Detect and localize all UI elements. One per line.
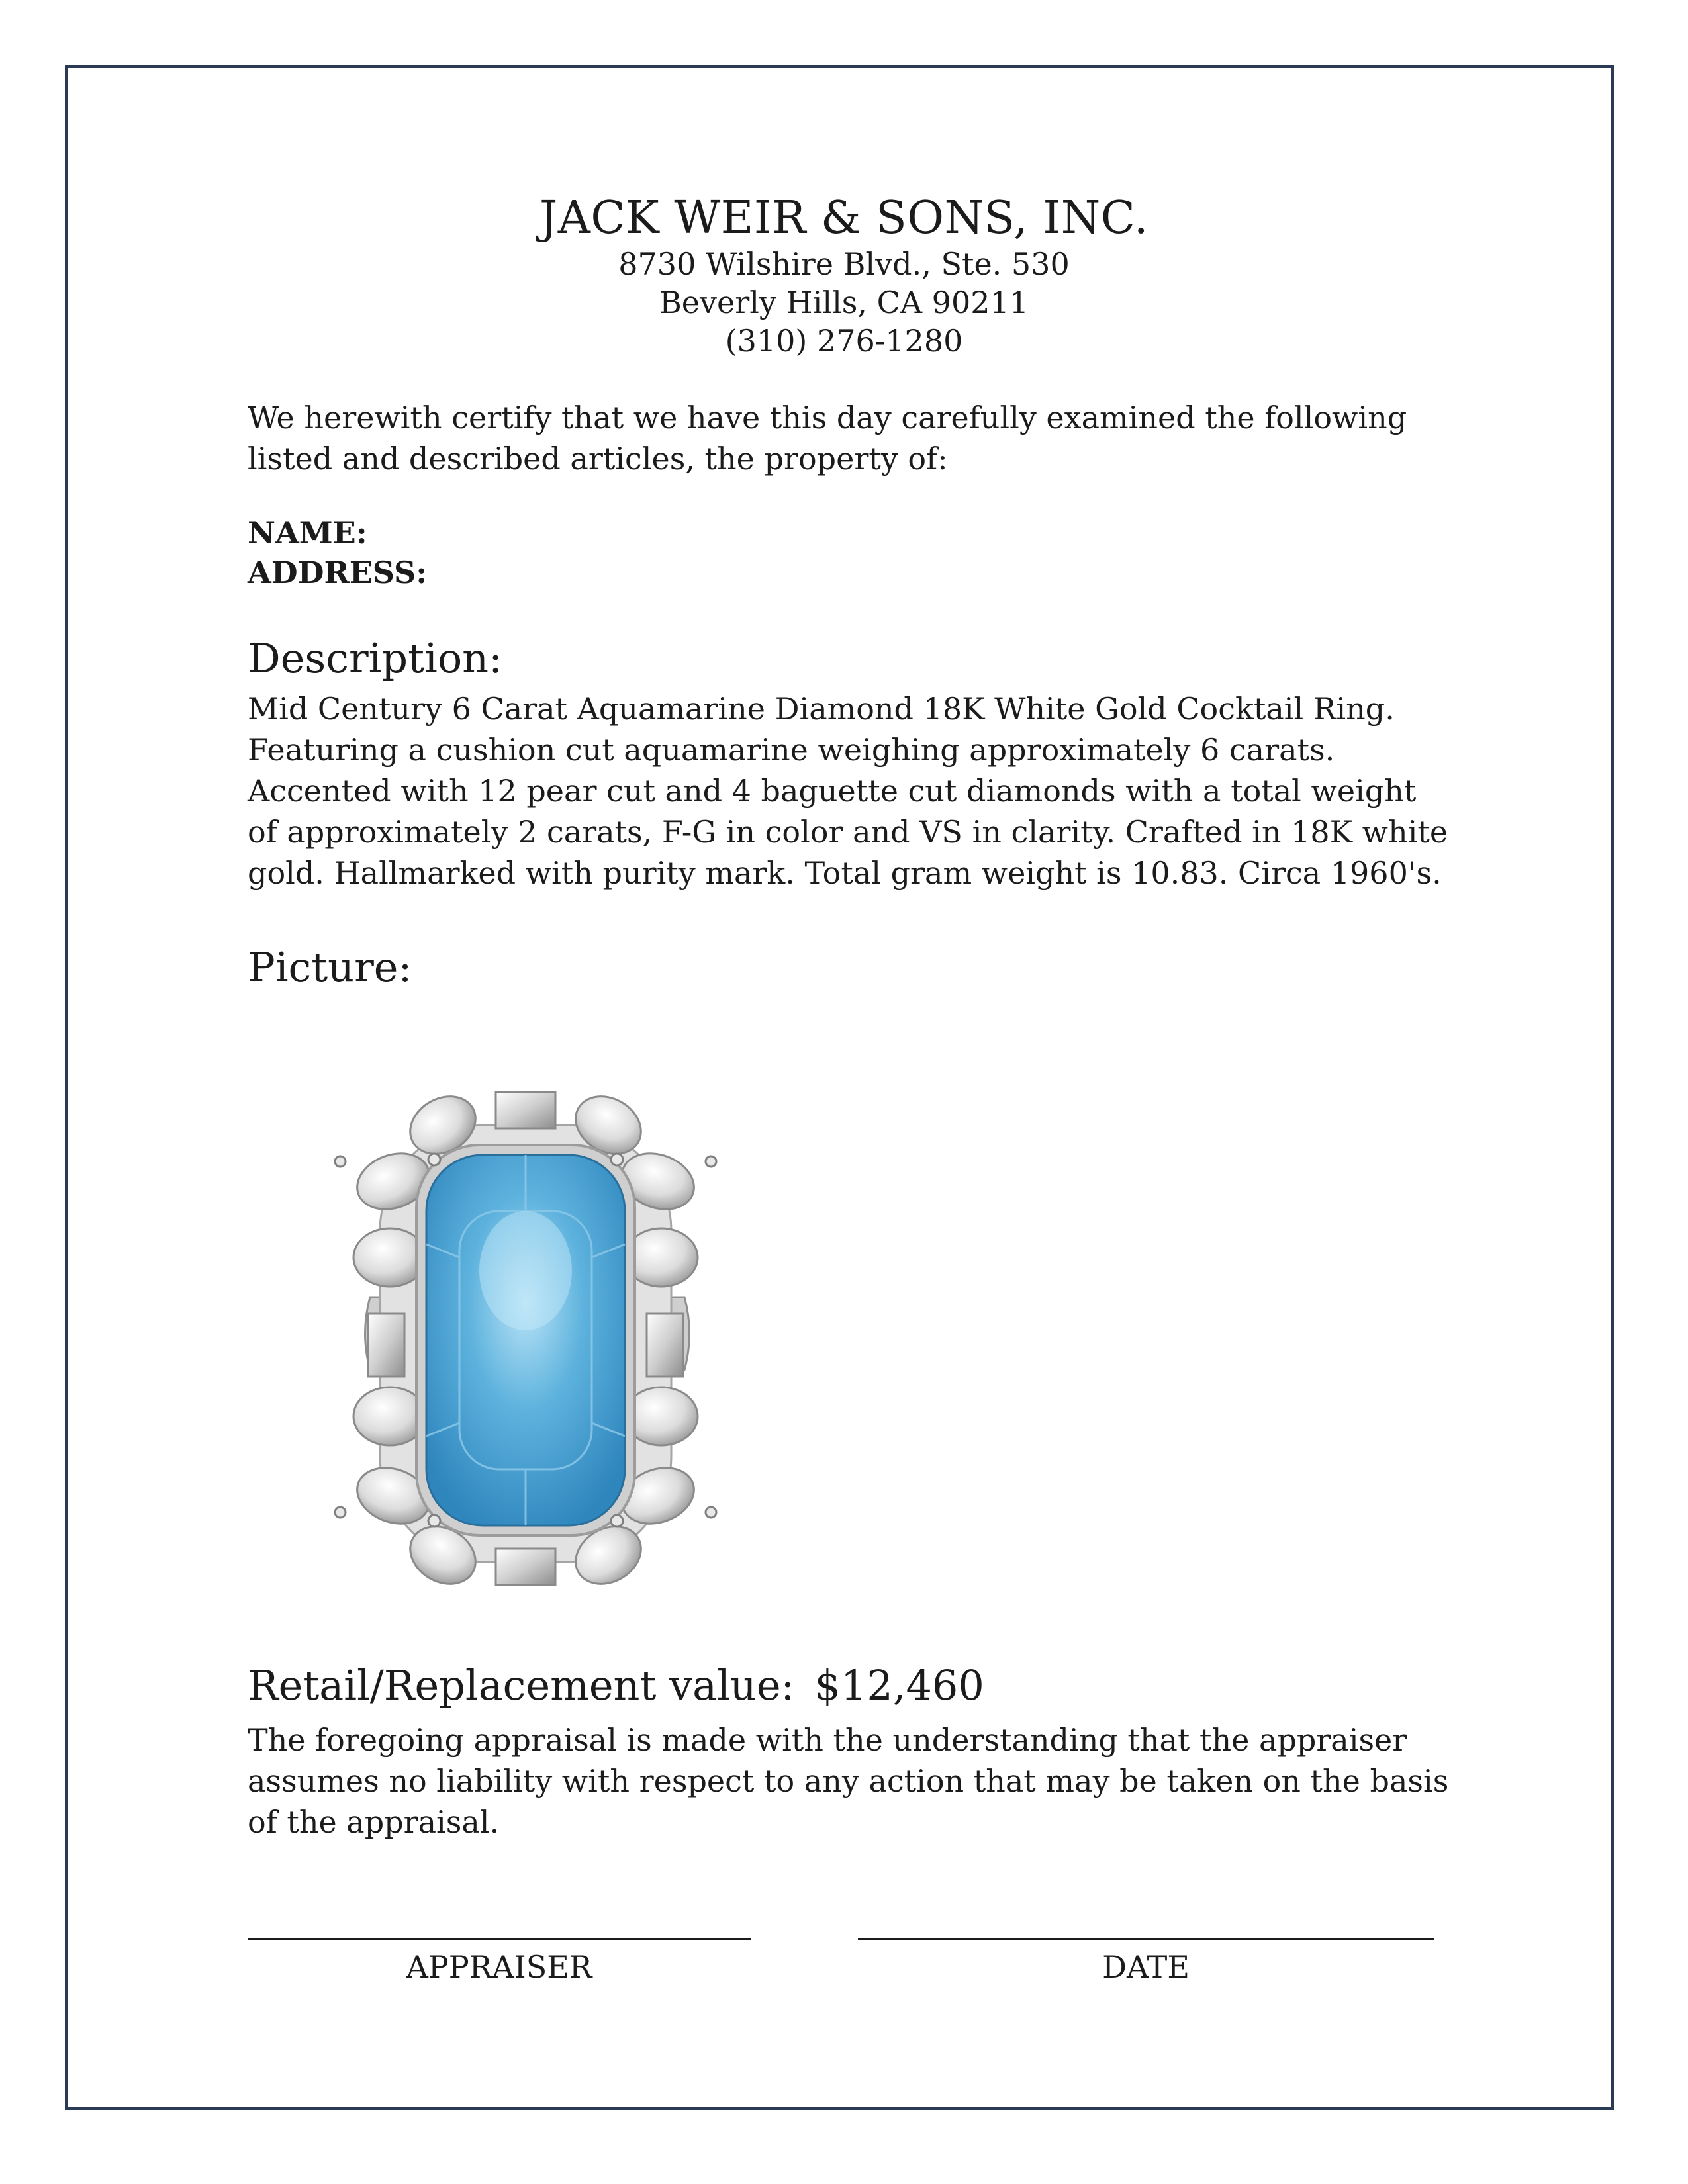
valuation-label: Retail/Replacement value:: [248, 1661, 795, 1709]
disclaimer-text: The foregoing appraisal is made with the understanding that the appraiser assumes no liability with respect to any action that may be taken on the basis of the appraisal.: [248, 1722, 1449, 1840]
appraiser-signature-line: [248, 1938, 751, 1940]
appraiser-label: APPRAISER: [406, 1949, 592, 1985]
valuation-row: [248, 1661, 984, 1709]
description-text: Mid Century 6 Carat Aquamarine Diamond 18K White Gold Cocktail Ring. Featuring a cushion cut aquamarine weighing approximately 6 carats. Accented with 12 pear cut and 4 baguette cut diamonds with a total weight of approximately 2 carats, F-G in color and VS in clarity. Crafted in 18K white gold. Hallmarked with purity mark. Total gram weight is 10.83. Circa 1960's.: [248, 691, 1448, 891]
company-name: JACK WEIR & SONS, INC.: [539, 192, 1149, 244]
date-label: DATE: [1102, 1949, 1190, 1985]
description-heading: Description:: [248, 634, 502, 682]
valuation-amount: $12,460: [814, 1661, 984, 1709]
name-label: NAME:: [248, 515, 367, 551]
company-address-line1: 8730 Wilshire Blvd., Ste. 530: [618, 246, 1070, 282]
address-label: ADDRESS:: [248, 555, 428, 590]
ring-picture: [261, 1046, 790, 1621]
certification-statement: We herewith certify that we have this day carefully examined the following listed and described articles, the property of:: [248, 400, 1407, 477]
date-signature-line: [858, 1938, 1434, 1940]
company-phone: (310) 276-1280: [725, 323, 963, 359]
picture-heading: Picture:: [248, 943, 412, 991]
company-address-line2: Beverly Hills, CA 90211: [659, 285, 1029, 320]
